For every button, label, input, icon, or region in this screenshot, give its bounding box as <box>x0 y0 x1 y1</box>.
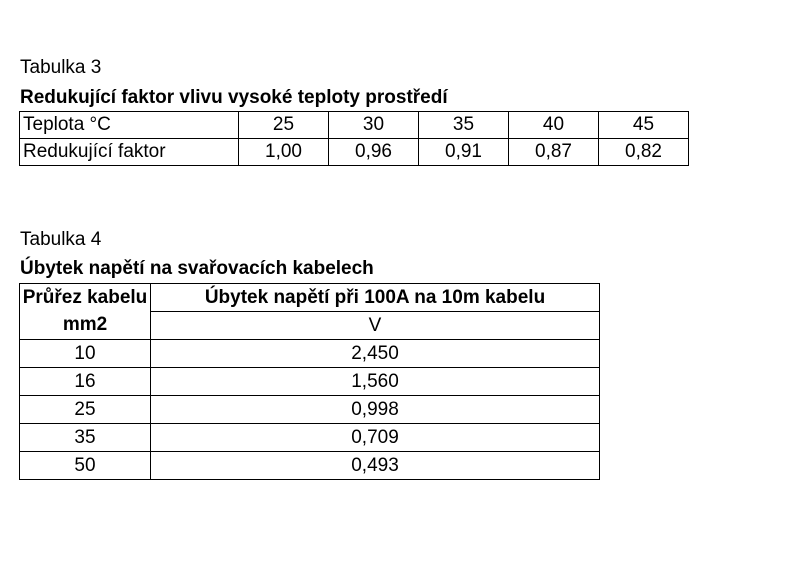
table-cell: 25 <box>239 112 329 139</box>
temperature-reduction-table <box>19 111 689 166</box>
table-row <box>20 368 600 396</box>
table-cell: 0,998 <box>151 396 600 424</box>
table-row <box>20 112 689 139</box>
table-row <box>20 424 600 452</box>
table-cell: 2,450 <box>151 340 600 368</box>
header-row <box>20 312 600 340</box>
voltage-drop-table <box>19 283 600 480</box>
header-row <box>20 284 600 312</box>
table-cell: 0,96 <box>329 139 419 166</box>
header-unit-v: V <box>151 312 600 340</box>
table-cell: 25 <box>20 396 151 424</box>
table-row <box>20 139 689 166</box>
table-cell: 16 <box>20 368 151 396</box>
table4-caption: Tabulka 4 <box>20 229 102 250</box>
table-row <box>20 452 600 480</box>
table-cell: 40 <box>509 112 599 139</box>
table-cell: 1,560 <box>151 368 600 396</box>
table-cell: 35 <box>20 424 151 452</box>
table3-caption: Tabulka 3 <box>20 57 102 78</box>
header-voltage-drop: Úbytek napětí při 100A na 10m kabelu <box>151 284 600 312</box>
table3-title: Redukující faktor vlivu vysoké teploty prostředí <box>20 87 448 108</box>
table-cell: 30 <box>329 112 419 139</box>
header-cable-section: Průřez kabelu <box>20 284 151 312</box>
table-cell: 45 <box>599 112 689 139</box>
row-label-temperature: Teplota °C <box>20 112 239 139</box>
header-unit-mm2: mm2 <box>20 312 151 340</box>
table-cell: 50 <box>20 452 151 480</box>
table-cell: 10 <box>20 340 151 368</box>
table-cell: 0,493 <box>151 452 600 480</box>
table-row <box>20 340 600 368</box>
table-row <box>20 396 600 424</box>
row-label-reduction-factor: Redukující faktor <box>20 139 239 166</box>
table-cell: 0,82 <box>599 139 689 166</box>
table-cell: 1,00 <box>239 139 329 166</box>
table-cell: 0,91 <box>419 139 509 166</box>
table-cell: 0,87 <box>509 139 599 166</box>
table-cell: 0,709 <box>151 424 600 452</box>
table4-title: Úbytek napětí na svařovacích kabelech <box>20 258 374 279</box>
table-cell: 35 <box>419 112 509 139</box>
